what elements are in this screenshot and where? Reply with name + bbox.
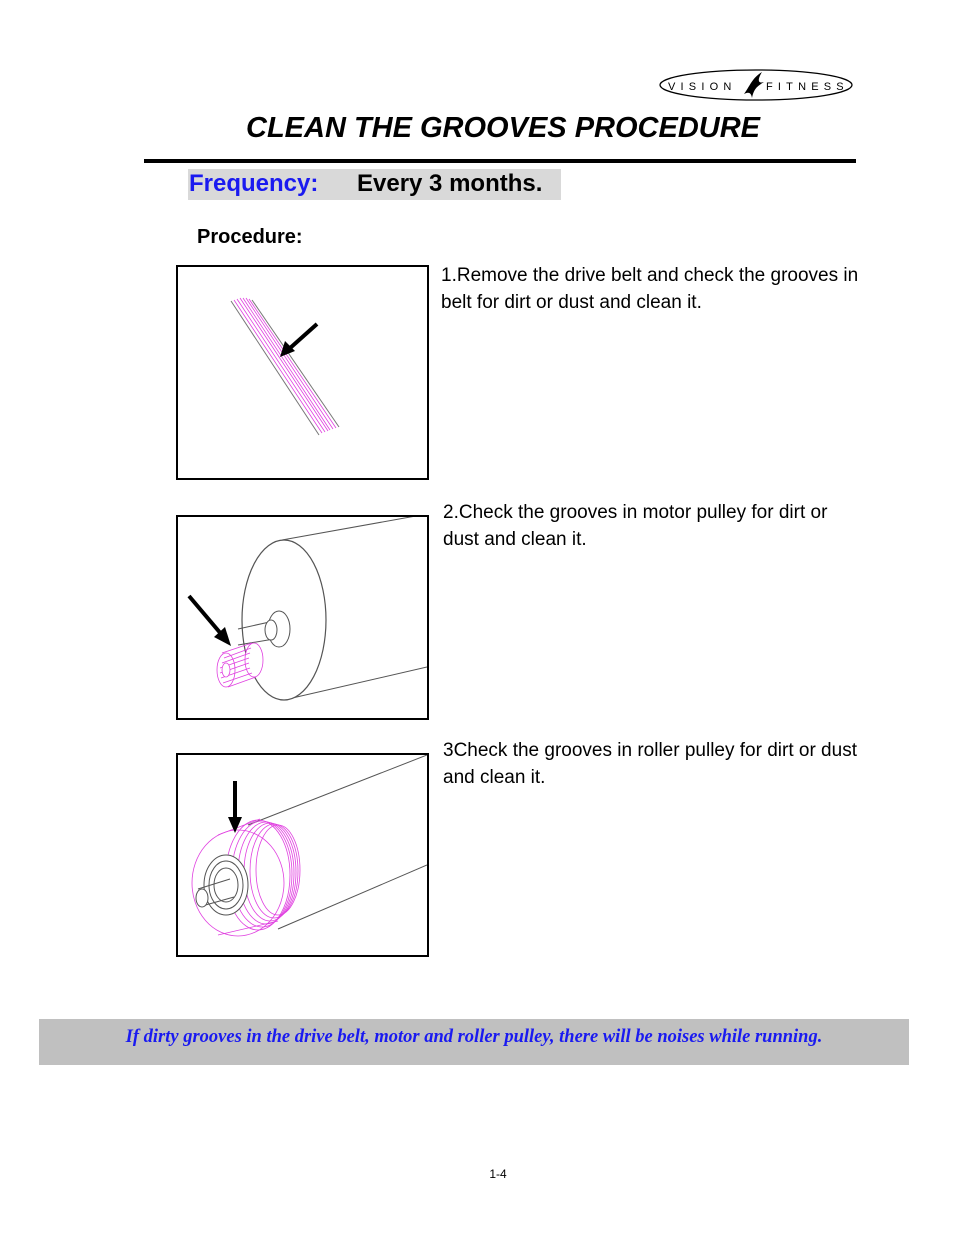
- motor-pulley-figure: [176, 515, 429, 720]
- roller-pulley-figure: [176, 753, 429, 957]
- vision-fitness-logo: [658, 68, 854, 102]
- title-divider: [144, 159, 856, 163]
- motor-pulley-illustration: [178, 517, 427, 718]
- frequency-label: Frequency:: [189, 170, 319, 197]
- logo-text-right: FITNESS: [766, 81, 849, 93]
- page-title: CLEAN THE GROOVES PROCEDURE: [246, 112, 760, 144]
- frequency-value: Every 3 months.: [357, 170, 543, 197]
- page-number: 1-4: [489, 1167, 507, 1181]
- logo-text-left: VISION: [668, 81, 737, 93]
- step-2-text: 2.Check the grooves in motor pulley for dirt or dust and clean it.: [443, 502, 828, 550]
- drive-belt-illustration: [178, 267, 427, 478]
- drive-belt-figure: [176, 265, 429, 480]
- procedure-heading: Procedure:: [197, 226, 303, 248]
- logo-graphic: [658, 68, 854, 102]
- warning-note-text: If dirty grooves in the drive belt, motor and roller pulley, there will be noises while running.: [125, 1027, 823, 1047]
- runner-figure-icon: [744, 72, 764, 98]
- step-3-text: 3Check the grooves in roller pulley for dirt or dust and clean it.: [443, 740, 857, 788]
- roller-pulley-illustration: [178, 755, 427, 955]
- step-1-text: 1.Remove the drive belt and check the grooves in belt for dirt or dust and clean it.: [441, 265, 859, 313]
